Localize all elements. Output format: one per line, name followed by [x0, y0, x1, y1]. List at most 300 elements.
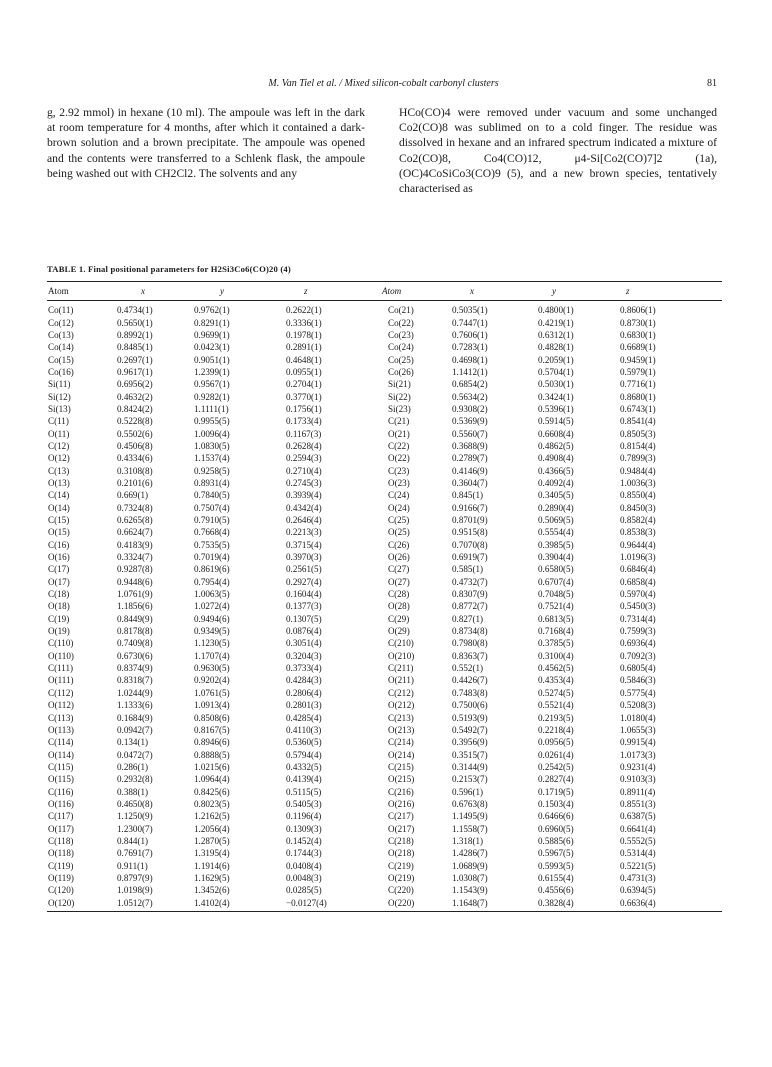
y-cell-2: 0.7048(5) — [538, 589, 574, 600]
y-cell: 0.8508(6) — [194, 712, 230, 723]
z-cell: 0.2594(3) — [286, 453, 322, 464]
y-cell: 1.0272(4) — [194, 601, 230, 612]
y-cell: 1.0830(5) — [194, 440, 230, 451]
atom-cell: O(17) — [48, 576, 70, 587]
table-row — [47, 366, 722, 378]
x-cell: 0.9287(8) — [117, 564, 153, 575]
z-cell: 0.4110(3) — [286, 724, 322, 735]
z-cell: 0.1167(3) — [286, 428, 322, 439]
x-cell-2: 0.8307(9) — [452, 589, 488, 600]
x-cell-2: 0.5634(2) — [452, 391, 488, 402]
z-cell-2: 1.0036(3) — [620, 477, 656, 488]
table-row — [47, 526, 722, 538]
z-cell-2: 0.8154(4) — [620, 440, 656, 451]
z-cell-2: 0.5450(3) — [620, 601, 656, 612]
x-cell: 0.8449(9) — [117, 613, 153, 624]
z-cell-2: 0.8550(4) — [620, 490, 656, 501]
atom-cell-2: C(27) — [388, 564, 410, 575]
atom-cell: Co(11) — [48, 305, 74, 316]
atom-cell-2: C(217) — [388, 811, 414, 822]
x-cell: 0.8318(7) — [117, 675, 153, 686]
atom-cell-2: C(215) — [388, 761, 414, 772]
atom-cell-2: Co(22) — [388, 317, 414, 328]
atom-cell: O(11) — [48, 428, 70, 439]
atom-cell-2: O(24) — [388, 502, 410, 513]
z-cell: 0.1733(4) — [286, 416, 322, 427]
table-row — [47, 872, 722, 884]
x-cell: 0.4334(6) — [117, 453, 153, 464]
atom-cell: O(112) — [48, 700, 74, 711]
y-cell: 1.2399(1) — [194, 366, 230, 377]
table-row — [47, 316, 722, 328]
y-cell-2: 0.2890(4) — [538, 502, 574, 513]
x-cell: 0.6624(7) — [117, 527, 153, 538]
z-cell-2: 1.0196(3) — [620, 552, 656, 563]
table-row — [47, 773, 722, 785]
atom-cell-2: C(24) — [388, 490, 410, 501]
x-cell-2: 0.9166(7) — [452, 502, 488, 513]
atom-cell-2: Co(24) — [388, 342, 414, 353]
x-cell-2: 1.1412(1) — [452, 366, 488, 377]
z-cell-2: 0.8606(1) — [620, 305, 656, 316]
body-text-right-column — [399, 105, 717, 196]
x-cell-2: 0.9308(2) — [452, 403, 488, 414]
y-cell: 0.9258(5) — [194, 465, 230, 476]
y-cell: 0.9630(5) — [194, 663, 230, 674]
y-cell: 0.7668(4) — [194, 527, 230, 538]
x-cell-2: 0.6854(2) — [452, 379, 488, 390]
table-row — [47, 736, 722, 748]
atom-cell-2: O(26) — [388, 552, 410, 563]
z-cell-2: 0.7716(1) — [620, 379, 656, 390]
z-cell: 0.2745(3) — [286, 477, 322, 488]
y-cell-2: 0.7521(4) — [538, 601, 574, 612]
y-cell-2: 0.5885(6) — [538, 835, 574, 846]
x-cell-2: 0.3956(9) — [452, 737, 488, 748]
atom-cell: O(114) — [48, 749, 74, 760]
z-cell: 0.1196(4) — [286, 811, 322, 822]
x-cell-2: 0.4146(9) — [452, 465, 488, 476]
y-cell-2: 0.6813(5) — [538, 613, 574, 624]
x-cell-2: 0.5369(9) — [452, 416, 488, 427]
running-head-title: M. Van Tiel et al. / Mixed silicon-cobalt carbonyl clusters — [268, 78, 499, 89]
y-cell: 1.0215(6) — [194, 761, 230, 772]
y-cell: 0.8291(1) — [194, 317, 230, 328]
z-cell-2: 0.5314(4) — [620, 848, 656, 859]
table-row — [47, 514, 722, 526]
x-cell-2: 1.318(1) — [452, 835, 484, 846]
z-cell-2: 0.5979(1) — [620, 366, 656, 377]
y-cell: 1.3452(6) — [194, 885, 230, 896]
z-cell-2: 0.6936(4) — [620, 638, 656, 649]
x-cell: 0.8424(2) — [117, 403, 153, 414]
header-z: z — [304, 286, 308, 296]
atom-cell: C(110) — [48, 638, 74, 649]
table-row — [47, 440, 722, 452]
y-cell-2: 0.6580(5) — [538, 564, 574, 575]
y-cell-2: 0.5274(5) — [538, 687, 574, 698]
z-cell: 0.1756(1) — [286, 403, 322, 414]
x-cell: 0.911(1) — [117, 860, 148, 871]
x-cell: 0.7691(7) — [117, 848, 153, 859]
atom-cell-2: O(29) — [388, 626, 410, 637]
z-cell: 0.3204(3) — [286, 650, 322, 661]
table-row — [47, 613, 722, 625]
atom-cell-2: C(22) — [388, 440, 410, 451]
z-cell: 0.3051(4) — [286, 638, 322, 649]
z-cell: 0.3733(4) — [286, 663, 322, 674]
y-cell: 0.7507(4) — [194, 502, 230, 513]
z-cell: 0.4332(5) — [286, 761, 322, 772]
x-cell-2: 1.1543(9) — [452, 885, 488, 896]
y-cell-2: 0.3405(5) — [538, 490, 574, 501]
table-row — [47, 785, 722, 797]
atom-cell: C(117) — [48, 811, 74, 822]
z-cell-2: 0.8541(4) — [620, 416, 656, 427]
x-cell: 0.0472(7) — [117, 749, 153, 760]
table-row — [47, 304, 722, 316]
y-cell-2: 0.2218(4) — [538, 724, 574, 735]
atom-cell-2: O(213) — [388, 724, 415, 735]
x-cell-2: 0.7606(1) — [452, 329, 488, 340]
z-cell: 0.2806(4) — [286, 687, 322, 698]
atom-cell: Co(16) — [48, 366, 74, 377]
x-cell: 0.8178(8) — [117, 626, 153, 637]
atom-cell-2: Co(26) — [388, 366, 414, 377]
x-cell: 0.8797(9) — [117, 872, 153, 883]
table-row — [47, 859, 722, 871]
x-cell-2: 0.6763(8) — [452, 798, 488, 809]
z-cell: 0.4139(4) — [286, 774, 322, 785]
table-row — [47, 687, 722, 699]
atom-cell: C(113) — [48, 712, 74, 723]
z-cell-2: 0.7599(3) — [620, 626, 656, 637]
z-cell: 0.2927(4) — [286, 576, 322, 587]
y-cell: 0.8023(5) — [194, 798, 230, 809]
z-cell-2: 0.6641(4) — [620, 823, 656, 834]
atom-cell: C(120) — [48, 885, 74, 896]
paragraph-right: HCo(CO)4 were removed under vacuum and some unchanged Co2(CO)8 was sublimed on to a cold finger. The residue was dissolved in hexane and an infrared spectrum indicated a mixture of Co2(CO)8, Co4(CO)12, μ4-Si[Co2(CO)7]2 (1a), (OC)4CoSiCo3(CO)9 (5), and a new brown species, tentatively characterised as — [399, 106, 717, 196]
x-cell-2: 0.8363(7) — [452, 650, 488, 661]
atom-cell: C(119) — [48, 860, 74, 871]
atom-cell: O(111) — [48, 675, 74, 686]
atom-cell-2: Co(21) — [388, 305, 414, 316]
atom-cell-2: C(210) — [388, 638, 414, 649]
atom-cell-2: O(219) — [388, 872, 415, 883]
z-cell-2: 0.8680(1) — [620, 391, 656, 402]
atom-cell-2: C(29) — [388, 613, 410, 624]
x-cell-2: 0.7283(1) — [452, 342, 488, 353]
y-cell-2: 0.2193(5) — [538, 712, 574, 723]
y-cell-2: 0.4556(6) — [538, 885, 574, 896]
x-cell-2: 0.6919(7) — [452, 552, 488, 563]
atom-cell-2: Si(21) — [388, 379, 411, 390]
z-cell: 0.4284(3) — [286, 675, 322, 686]
y-cell-2: 0.4828(1) — [538, 342, 574, 353]
z-cell: 0.2801(3) — [286, 700, 322, 711]
y-cell: 1.0096(4) — [194, 428, 230, 439]
header-atom-2: Atom — [382, 286, 402, 296]
table-caption: TABLE 1. Final positional parameters for H2Si3Co6(CO)20 (4) — [47, 264, 291, 274]
atom-cell: Co(14) — [48, 342, 74, 353]
x-cell-2: 0.585(1) — [452, 564, 484, 575]
atom-cell: Si(13) — [48, 403, 71, 414]
y-cell: 1.0063(5) — [194, 589, 230, 600]
z-cell-2: 1.0173(3) — [620, 749, 656, 760]
z-cell: 0.1309(3) — [286, 823, 322, 834]
y-cell-2: 0.6960(5) — [538, 823, 574, 834]
y-cell: 1.2056(4) — [194, 823, 230, 834]
y-cell: 0.9349(5) — [194, 626, 230, 637]
table-row — [47, 637, 722, 649]
x-cell: 0.669(1) — [117, 490, 149, 501]
y-cell-2: 0.6155(4) — [538, 872, 574, 883]
y-cell-2: 0.1719(5) — [538, 786, 574, 797]
y-cell-2: 0.5914(5) — [538, 416, 574, 427]
table-row — [47, 650, 722, 662]
z-cell-2: 0.7092(3) — [620, 650, 656, 661]
atom-cell-2: C(216) — [388, 786, 414, 797]
z-cell-2: 0.5970(4) — [620, 589, 656, 600]
y-cell-2: 0.3828(4) — [538, 897, 574, 908]
y-cell-2: 0.5521(4) — [538, 700, 574, 711]
table-row — [47, 884, 722, 896]
table-row — [47, 798, 722, 810]
z-cell-2: 0.5552(5) — [620, 835, 656, 846]
z-cell-2: 0.8730(1) — [620, 317, 656, 328]
y-cell-2: 0.3100(4) — [538, 650, 574, 661]
z-cell: 0.0285(5) — [286, 885, 322, 896]
y-cell: 0.0423(1) — [194, 342, 230, 353]
atom-cell: O(13) — [48, 477, 70, 488]
table-row — [47, 378, 722, 390]
table-row — [47, 539, 722, 551]
table-row — [47, 563, 722, 575]
z-cell: 0.5794(4) — [286, 749, 322, 760]
x-cell: 0.6265(8) — [117, 515, 153, 526]
z-cell-2: 0.8450(3) — [620, 502, 656, 513]
atom-cell: O(113) — [48, 724, 74, 735]
z-cell: 0.2710(4) — [286, 465, 322, 476]
z-cell-2: 0.6636(4) — [620, 897, 656, 908]
x-cell: 0.4183(9) — [117, 539, 153, 550]
x-cell-2: 0.8701(9) — [452, 515, 488, 526]
z-cell-2: 0.6858(4) — [620, 576, 656, 587]
table-row — [47, 403, 722, 415]
x-cell: 0.5228(8) — [117, 416, 153, 427]
atom-cell-2: O(212) — [388, 700, 415, 711]
x-cell-2: 0.7500(6) — [452, 700, 488, 711]
y-cell: 1.1914(6) — [194, 860, 230, 871]
y-cell-2: 0.7168(4) — [538, 626, 574, 637]
atom-cell: O(19) — [48, 626, 70, 637]
y-cell: 0.7019(4) — [194, 552, 230, 563]
z-cell: 0.0408(4) — [286, 860, 322, 871]
y-cell-2: 0.3904(4) — [538, 552, 574, 563]
atom-cell: C(111) — [48, 663, 74, 674]
atom-cell-2: C(219) — [388, 860, 414, 871]
atom-cell-2: O(25) — [388, 527, 410, 538]
z-cell-2: 0.8505(3) — [620, 428, 656, 439]
z-cell-2: 0.6743(1) — [620, 403, 656, 414]
z-cell: 0.0955(1) — [286, 366, 322, 377]
z-cell: 0.3970(3) — [286, 552, 322, 563]
atom-cell-2: C(23) — [388, 465, 410, 476]
x-cell: 0.5502(6) — [117, 428, 153, 439]
y-cell: 1.1707(4) — [194, 650, 230, 661]
atom-cell-2: O(217) — [388, 823, 415, 834]
y-cell-2: 0.4219(1) — [538, 317, 574, 328]
x-cell-2: 0.3515(7) — [452, 749, 488, 760]
y-cell: 1.1111(1) — [194, 403, 229, 414]
table-row — [47, 502, 722, 514]
y-cell: 0.8619(6) — [194, 564, 230, 575]
z-cell: 0.2704(1) — [286, 379, 322, 390]
x-cell-2: 0.552(1) — [452, 663, 484, 674]
y-cell: 0.7840(5) — [194, 490, 230, 501]
atom-cell: C(112) — [48, 687, 74, 698]
atom-cell-2: Si(22) — [388, 391, 411, 402]
atom-cell: C(17) — [48, 564, 70, 575]
z-cell-2: 0.9231(4) — [620, 761, 656, 772]
atom-cell: C(12) — [48, 440, 70, 451]
header-z-2: z — [626, 286, 630, 296]
atom-cell-2: Co(25) — [388, 354, 414, 365]
atom-cell-2: O(210) — [388, 650, 415, 661]
z-cell: 0.0048(3) — [286, 872, 322, 883]
x-cell-2: 0.8772(7) — [452, 601, 488, 612]
x-cell: 0.4650(8) — [117, 798, 153, 809]
table-row — [47, 390, 722, 402]
y-cell-2: 0.5030(1) — [538, 379, 574, 390]
y-cell: 1.0964(4) — [194, 774, 230, 785]
atom-cell-2: O(215) — [388, 774, 415, 785]
z-cell-2: 0.8538(3) — [620, 527, 656, 538]
y-cell-2: 0.5967(5) — [538, 848, 574, 859]
y-cell-2: 0.6707(4) — [538, 576, 574, 587]
x-cell-2: 0.7483(8) — [452, 687, 488, 698]
y-cell-2: 0.6608(4) — [538, 428, 574, 439]
z-cell: 0.3715(4) — [286, 539, 322, 550]
x-cell: 0.2697(1) — [117, 354, 153, 365]
x-cell-2: 0.5035(1) — [452, 305, 488, 316]
x-cell: 1.0198(9) — [117, 885, 153, 896]
atom-cell-2: O(27) — [388, 576, 410, 587]
atom-cell: O(15) — [48, 527, 70, 538]
z-cell: 0.2561(5) — [286, 564, 322, 575]
atom-cell: O(16) — [48, 552, 70, 563]
atom-cell-2: C(25) — [388, 515, 410, 526]
atom-cell-2: Co(23) — [388, 329, 414, 340]
table-row — [47, 464, 722, 476]
atom-cell: Si(11) — [48, 379, 71, 390]
atom-cell: C(11) — [48, 416, 69, 427]
atom-cell: C(19) — [48, 613, 70, 624]
x-cell-2: 1.4286(7) — [452, 848, 488, 859]
x-cell: 0.3108(8) — [117, 465, 153, 476]
y-cell-2: 0.4092(4) — [538, 477, 574, 488]
x-cell: 1.0761(9) — [117, 589, 153, 600]
y-cell-2: 0.6312(1) — [538, 329, 574, 340]
atom-cell: C(116) — [48, 786, 74, 797]
y-cell: 0.8425(6) — [194, 786, 230, 797]
table-bottom-rule — [47, 911, 722, 912]
y-cell-2: 0.3985(5) — [538, 539, 574, 550]
atom-cell: C(115) — [48, 761, 74, 772]
x-cell: 0.4632(2) — [117, 391, 153, 402]
z-cell: 0.2891(1) — [286, 342, 322, 353]
table-row — [47, 353, 722, 365]
y-cell: 0.7910(5) — [194, 515, 230, 526]
z-cell: 0.1744(3) — [286, 848, 322, 859]
y-cell-2: 0.0956(5) — [538, 737, 574, 748]
atom-cell: C(15) — [48, 515, 70, 526]
y-cell-2: 0.5069(5) — [538, 515, 574, 526]
z-cell-2: 0.9459(1) — [620, 354, 656, 365]
table-row — [47, 625, 722, 637]
atom-cell-2: C(28) — [388, 589, 410, 600]
z-cell: 0.4648(1) — [286, 354, 322, 365]
y-cell: 1.2870(5) — [194, 835, 230, 846]
x-cell: 0.9617(1) — [117, 366, 153, 377]
atom-cell: O(110) — [48, 650, 74, 661]
x-cell-2: 0.2789(7) — [452, 453, 488, 464]
z-cell: −0.0127(4) — [286, 897, 327, 908]
y-cell-2: 0.5704(1) — [538, 366, 574, 377]
table-row — [47, 810, 722, 822]
table-row — [47, 748, 722, 760]
y-cell: 1.4102(4) — [194, 897, 230, 908]
x-cell: 0.844(1) — [117, 835, 149, 846]
y-cell: 1.2162(5) — [194, 811, 230, 822]
x-cell-2: 1.0308(7) — [452, 872, 488, 883]
table-row — [47, 699, 722, 711]
y-cell-2: 0.0261(4) — [538, 749, 574, 760]
table-row — [47, 822, 722, 834]
y-cell-2: 0.2059(1) — [538, 354, 574, 365]
x-cell-2: 0.3144(9) — [452, 761, 488, 772]
atom-cell: O(120) — [48, 897, 75, 908]
y-cell: 0.7535(5) — [194, 539, 230, 550]
table-row — [47, 551, 722, 563]
z-cell: 0.1307(5) — [286, 613, 322, 624]
atom-cell-2: C(212) — [388, 687, 414, 698]
paragraph-left: g, 2.92 mmol) in hexane (10 ml). The ampoule was left in the dark at room temperature for 4 months, after which it contained a dark-brown solution and a brown precipitate. The ampoule was opened and the contents were transferred to a Schlenk flask, the ampoule being washed out with CH2Cl2. The solvents and any — [47, 106, 365, 180]
atom-cell-2: C(213) — [388, 712, 414, 723]
table-row — [47, 489, 722, 501]
table-row — [47, 415, 722, 427]
x-cell: 0.388(1) — [117, 786, 149, 797]
x-cell-2: 0.3688(9) — [452, 440, 488, 451]
atom-cell-2: O(21) — [388, 428, 410, 439]
x-cell: 0.134(1) — [117, 737, 149, 748]
atom-cell-2: Si(23) — [388, 403, 411, 414]
y-cell-2: 0.4908(4) — [538, 453, 574, 464]
atom-cell: C(18) — [48, 589, 70, 600]
z-cell: 0.3336(1) — [286, 317, 322, 328]
y-cell-2: 0.4562(5) — [538, 663, 574, 674]
running-head — [50, 78, 717, 92]
x-cell: 0.5650(1) — [117, 317, 153, 328]
z-cell-2: 0.6805(4) — [620, 663, 656, 674]
header-atom: Atom — [48, 286, 69, 296]
y-cell-2: 0.4366(5) — [538, 465, 574, 476]
header-x-2: x — [470, 286, 475, 296]
z-cell: 0.1978(1) — [286, 329, 322, 340]
atom-cell-2: C(26) — [388, 539, 410, 550]
x-cell: 0.4506(8) — [117, 440, 153, 451]
atom-cell: C(114) — [48, 737, 74, 748]
